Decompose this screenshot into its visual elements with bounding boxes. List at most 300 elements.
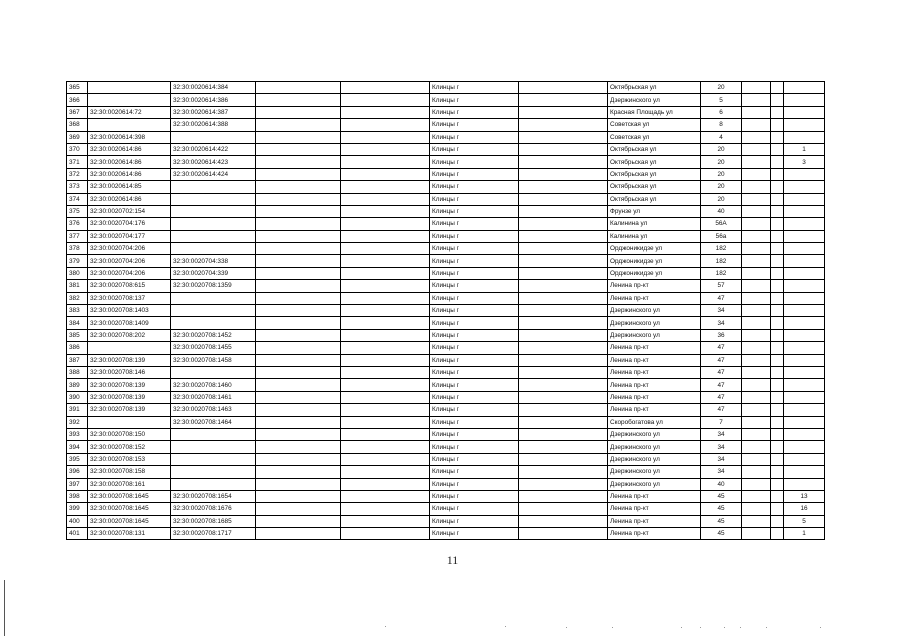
table-cell (256, 156, 341, 168)
table-cell (784, 131, 825, 143)
table-cell (784, 267, 825, 279)
table-cell: 4 (701, 131, 742, 143)
table-cell: 372 (67, 168, 88, 180)
table-row (67, 453, 825, 465)
table-cell (771, 94, 784, 106)
table-cell (341, 404, 430, 416)
table-cell: 32:30:0020614:85 (88, 181, 171, 193)
table-cell: 392 (67, 416, 88, 428)
table-cell: 32:30:0020708:1461 (171, 391, 256, 403)
table-cell: 367 (67, 106, 88, 118)
table-cell: Скоробогатова ул (608, 416, 701, 428)
table-cell (519, 218, 608, 230)
table-cell (771, 466, 784, 478)
table-cell (519, 329, 608, 341)
table-cell (742, 329, 771, 341)
table-cell (784, 218, 825, 230)
table-cell: 32:30:0020708:152 (88, 441, 171, 453)
table-cell: 32:30:0020614:422 (171, 143, 256, 155)
table-cell (519, 94, 608, 106)
table-cell: Октябрьская ул (608, 168, 701, 180)
table-cell: Клинцы г (430, 255, 519, 267)
table-cell: 32:30:0020702:154 (88, 205, 171, 217)
table-cell: 32:30:0020708:1455 (171, 342, 256, 354)
table-row (67, 267, 825, 279)
table-cell: 32:30:0020704:206 (88, 243, 171, 255)
table-cell (341, 441, 430, 453)
table-cell (256, 218, 341, 230)
table-cell (341, 218, 430, 230)
table-cell: 47 (701, 292, 742, 304)
table-cell: 32:30:0020708:139 (88, 404, 171, 416)
table-cell: 1 (784, 143, 825, 155)
table-cell (742, 292, 771, 304)
table-cell (771, 329, 784, 341)
table-cell: 32:30:0020708:139 (88, 391, 171, 403)
table-row (67, 280, 825, 292)
table-cell (784, 428, 825, 440)
table-cell (519, 515, 608, 527)
table-cell: 32:30:0020708:1717 (171, 528, 256, 540)
table-cell (256, 230, 341, 242)
table-cell (519, 205, 608, 217)
table-cell: Дзержинского ул (608, 441, 701, 453)
table-cell: Клинцы г (430, 243, 519, 255)
table-cell: 32:30:0020614:387 (171, 106, 256, 118)
table-cell (341, 416, 430, 428)
table-cell: Клинцы г (430, 181, 519, 193)
table-cell: 47 (701, 354, 742, 366)
table-cell (742, 82, 771, 94)
table-cell: Клинцы г (430, 305, 519, 317)
table-cell: 32:30:0020614:423 (171, 156, 256, 168)
table-cell (742, 131, 771, 143)
table-cell (742, 143, 771, 155)
table-body (67, 82, 825, 540)
table-cell (519, 267, 608, 279)
table-cell (742, 416, 771, 428)
table-cell (341, 305, 430, 317)
table-cell: Октябрьская ул (608, 156, 701, 168)
table-cell: 47 (701, 342, 742, 354)
table-cell (519, 255, 608, 267)
table-cell: 32:30:0020708:150 (88, 428, 171, 440)
table-cell: 32:30:0020708:1464 (171, 416, 256, 428)
table-cell: Клинцы г (430, 354, 519, 366)
table-cell (742, 490, 771, 502)
table-cell: Советская ул (608, 131, 701, 143)
table-cell (784, 379, 825, 391)
table-cell (742, 478, 771, 490)
table-cell: Дзержинского ул (608, 94, 701, 106)
table-cell (771, 143, 784, 155)
table-row (67, 528, 825, 540)
table-cell: Клинцы г (430, 329, 519, 341)
table-cell: 388 (67, 366, 88, 378)
table-cell (742, 106, 771, 118)
table-cell (771, 305, 784, 317)
table-cell (742, 342, 771, 354)
table-cell (341, 267, 430, 279)
table-cell (771, 354, 784, 366)
table-cell (341, 156, 430, 168)
scan-speck (566, 627, 567, 628)
table-cell (256, 143, 341, 155)
table-cell (742, 466, 771, 478)
table-cell (171, 441, 256, 453)
table-cell: 400 (67, 515, 88, 527)
table-cell: Октябрьская ул (608, 82, 701, 94)
table-cell: Октябрьская ул (608, 193, 701, 205)
table-cell (784, 82, 825, 94)
table-cell: 56А (701, 218, 742, 230)
table-cell: Клинцы г (430, 441, 519, 453)
table-cell: Клинцы г (430, 503, 519, 515)
table-cell (771, 292, 784, 304)
table-cell: 391 (67, 404, 88, 416)
table-cell (256, 255, 341, 267)
table-cell (771, 243, 784, 255)
table-cell (171, 428, 256, 440)
table-cell (256, 205, 341, 217)
table-cell: 182 (701, 255, 742, 267)
table-cell: 396 (67, 466, 88, 478)
table-cell: Клинцы г (430, 490, 519, 502)
table-cell: Ленина пр-кт (608, 528, 701, 540)
table-cell: 32:30:0020614:388 (171, 119, 256, 131)
table-cell: 6 (701, 106, 742, 118)
table-cell (256, 416, 341, 428)
table-cell: 389 (67, 379, 88, 391)
table-cell (519, 490, 608, 502)
table-cell: 34 (701, 317, 742, 329)
table-row (67, 193, 825, 205)
table-row (67, 416, 825, 428)
table-cell: 56а (701, 230, 742, 242)
table-cell (742, 305, 771, 317)
table-cell (784, 416, 825, 428)
table-cell (171, 181, 256, 193)
table-cell (171, 131, 256, 143)
table-cell: Дзержинского ул (608, 305, 701, 317)
table-cell (771, 181, 784, 193)
table-cell: Октябрьская ул (608, 181, 701, 193)
table-cell: 368 (67, 119, 88, 131)
table-cell: 20 (701, 156, 742, 168)
table-cell (341, 478, 430, 490)
table-cell: 32:30:0020708:137 (88, 292, 171, 304)
table-cell (341, 255, 430, 267)
table-cell (171, 366, 256, 378)
table-row (67, 218, 825, 230)
table-cell: 32:30:0020614:424 (171, 168, 256, 180)
table-cell (341, 515, 430, 527)
table-cell (256, 366, 341, 378)
table-row (67, 156, 825, 168)
table-cell (771, 515, 784, 527)
page-number: 11 (446, 553, 459, 567)
table-cell: 45 (701, 503, 742, 515)
table-cell (341, 354, 430, 366)
table-cell (784, 404, 825, 416)
table-cell: 32:30:0020704:339 (171, 267, 256, 279)
table-row (67, 205, 825, 217)
table-cell (784, 441, 825, 453)
table-cell: 381 (67, 280, 88, 292)
table-cell: Клинцы г (430, 342, 519, 354)
table-cell (771, 317, 784, 329)
table-cell: 20 (701, 181, 742, 193)
table-cell (256, 243, 341, 255)
table-cell: 45 (701, 490, 742, 502)
table-row (67, 94, 825, 106)
table-cell: Орджоникидзе ул (608, 255, 701, 267)
table-cell (784, 255, 825, 267)
table-row (67, 342, 825, 354)
table-cell: 378 (67, 243, 88, 255)
table-cell (771, 428, 784, 440)
table-cell: 375 (67, 205, 88, 217)
table-cell (256, 94, 341, 106)
table-cell: Дзержинского ул (608, 428, 701, 440)
table-cell (784, 329, 825, 341)
table-cell: Клинцы г (430, 168, 519, 180)
table-row (67, 490, 825, 502)
table-cell: 384 (67, 317, 88, 329)
table-cell (519, 354, 608, 366)
table-cell (256, 193, 341, 205)
table-cell (341, 453, 430, 465)
table-cell (742, 181, 771, 193)
table-cell (771, 379, 784, 391)
table-cell: 32:30:0020614:86 (88, 193, 171, 205)
table-cell (256, 305, 341, 317)
table-cell (784, 280, 825, 292)
table-cell: Клинцы г (430, 218, 519, 230)
table-cell: Ленина пр-кт (608, 280, 701, 292)
table-cell: 32:30:0020614:86 (88, 168, 171, 180)
table-cell (784, 453, 825, 465)
table-cell (519, 453, 608, 465)
table-cell (341, 329, 430, 341)
table-cell: Клинцы г (430, 205, 519, 217)
table-cell (742, 119, 771, 131)
table-cell (341, 528, 430, 540)
table-cell: Клинцы г (430, 267, 519, 279)
table-row (67, 515, 825, 527)
table-cell (771, 168, 784, 180)
table-cell: 32:30:0020708:1409 (88, 317, 171, 329)
table-cell (171, 466, 256, 478)
table-row (67, 131, 825, 143)
table-cell (519, 106, 608, 118)
scan-speck (820, 627, 821, 628)
table-cell (519, 280, 608, 292)
table-cell (784, 193, 825, 205)
table-cell: 32:30:0020708:1460 (171, 379, 256, 391)
table-cell (742, 193, 771, 205)
table-cell: 8 (701, 119, 742, 131)
table-cell (519, 391, 608, 403)
table-cell: Клинцы г (430, 143, 519, 155)
table-row (67, 478, 825, 490)
table-cell: 393 (67, 428, 88, 440)
table-cell (519, 131, 608, 143)
table-cell: Дзержинского ул (608, 329, 701, 341)
table-cell (341, 193, 430, 205)
table-cell (171, 453, 256, 465)
table-cell (88, 342, 171, 354)
table-cell (256, 329, 341, 341)
table-cell: 32:30:0020708:139 (88, 354, 171, 366)
table-cell (519, 143, 608, 155)
table-cell: 32:30:0020704:206 (88, 267, 171, 279)
table-cell (742, 354, 771, 366)
table-cell (256, 490, 341, 502)
table-cell (341, 490, 430, 502)
table-cell (771, 193, 784, 205)
table-cell (771, 404, 784, 416)
table-cell: 32:30:0020708:1403 (88, 305, 171, 317)
table-cell (771, 441, 784, 453)
table-row (67, 366, 825, 378)
table-cell: 387 (67, 354, 88, 366)
table-cell: 20 (701, 143, 742, 155)
table-cell: Клинцы г (430, 416, 519, 428)
table-cell: 40 (701, 478, 742, 490)
table-cell (742, 317, 771, 329)
table-cell (256, 503, 341, 515)
table-cell (341, 280, 430, 292)
table-cell: 401 (67, 528, 88, 540)
table-cell (256, 119, 341, 131)
table-cell (742, 94, 771, 106)
table-cell: Ленина пр-кт (608, 503, 701, 515)
table-row (67, 428, 825, 440)
scan-speck (724, 627, 725, 628)
table-cell: 45 (701, 515, 742, 527)
table-cell (784, 119, 825, 131)
table-cell: Дзержинского ул (608, 317, 701, 329)
table-cell: Ленина пр-кт (608, 391, 701, 403)
table-cell (519, 193, 608, 205)
table-cell (519, 317, 608, 329)
table-cell (171, 317, 256, 329)
table-cell (256, 466, 341, 478)
table-cell: 5 (701, 94, 742, 106)
table-row (67, 329, 825, 341)
table-cell (771, 106, 784, 118)
table-cell: 32:30:0020708:1463 (171, 404, 256, 416)
table-cell: 32:30:0020614:72 (88, 106, 171, 118)
table-cell (784, 181, 825, 193)
table-cell: Клинцы г (430, 230, 519, 242)
table-cell (341, 168, 430, 180)
table-cell (784, 391, 825, 403)
table-cell (771, 416, 784, 428)
table-cell (341, 119, 430, 131)
table-cell (256, 441, 341, 453)
table-cell (771, 82, 784, 94)
table-cell: 32:30:0020708:1645 (88, 515, 171, 527)
table-cell: Ленина пр-кт (608, 490, 701, 502)
table-cell (519, 230, 608, 242)
table-cell (784, 317, 825, 329)
table-cell (341, 366, 430, 378)
table-cell: 32:30:0020614:86 (88, 143, 171, 155)
table-cell: Клинцы г (430, 466, 519, 478)
table-cell (742, 218, 771, 230)
table-cell (171, 305, 256, 317)
table-row (67, 292, 825, 304)
table-cell: 5 (784, 515, 825, 527)
table-cell (519, 292, 608, 304)
table-cell (341, 466, 430, 478)
table-cell (341, 428, 430, 440)
table-cell: Красная Площадь ул (608, 106, 701, 118)
table-cell (784, 205, 825, 217)
table-cell (771, 255, 784, 267)
table-cell: Ленина пр-кт (608, 342, 701, 354)
table-cell (771, 366, 784, 378)
table-cell (742, 404, 771, 416)
table-cell (341, 205, 430, 217)
table-cell (742, 528, 771, 540)
table-cell (341, 181, 430, 193)
table-cell: 40 (701, 205, 742, 217)
scan-speck (700, 627, 701, 628)
table-cell: 32:30:0020708:1685 (171, 515, 256, 527)
table-cell (256, 515, 341, 527)
table-cell (256, 478, 341, 490)
table-row (67, 106, 825, 118)
table-cell (519, 503, 608, 515)
table-cell (341, 292, 430, 304)
table-cell: 32:30:0020614:386 (171, 94, 256, 106)
table-cell: 398 (67, 490, 88, 502)
table-cell (256, 267, 341, 279)
table-row (67, 379, 825, 391)
table-cell: Октябрьская ул (608, 143, 701, 155)
table-cell (784, 106, 825, 118)
table-cell (341, 317, 430, 329)
table-cell: 32:30:0020614:86 (88, 156, 171, 168)
table-cell: Калинина ул (608, 218, 701, 230)
table-cell (171, 292, 256, 304)
table-cell (742, 255, 771, 267)
table-cell: 20 (701, 82, 742, 94)
table-cell (742, 243, 771, 255)
table-cell (784, 292, 825, 304)
table-cell (784, 466, 825, 478)
table-cell: 1 (784, 528, 825, 540)
table-cell: Дзержинского ул (608, 466, 701, 478)
scan-speck (740, 627, 741, 628)
table-cell (88, 416, 171, 428)
table-cell: 32:30:0020704:206 (88, 255, 171, 267)
table-cell (771, 490, 784, 502)
table-cell (784, 243, 825, 255)
table-cell (341, 106, 430, 118)
table-cell: 16 (784, 503, 825, 515)
table-cell (256, 82, 341, 94)
table-cell (771, 342, 784, 354)
table-row (67, 82, 825, 94)
table-cell (256, 106, 341, 118)
table-cell: 34 (701, 428, 742, 440)
table-cell (341, 243, 430, 255)
table-cell (256, 404, 341, 416)
